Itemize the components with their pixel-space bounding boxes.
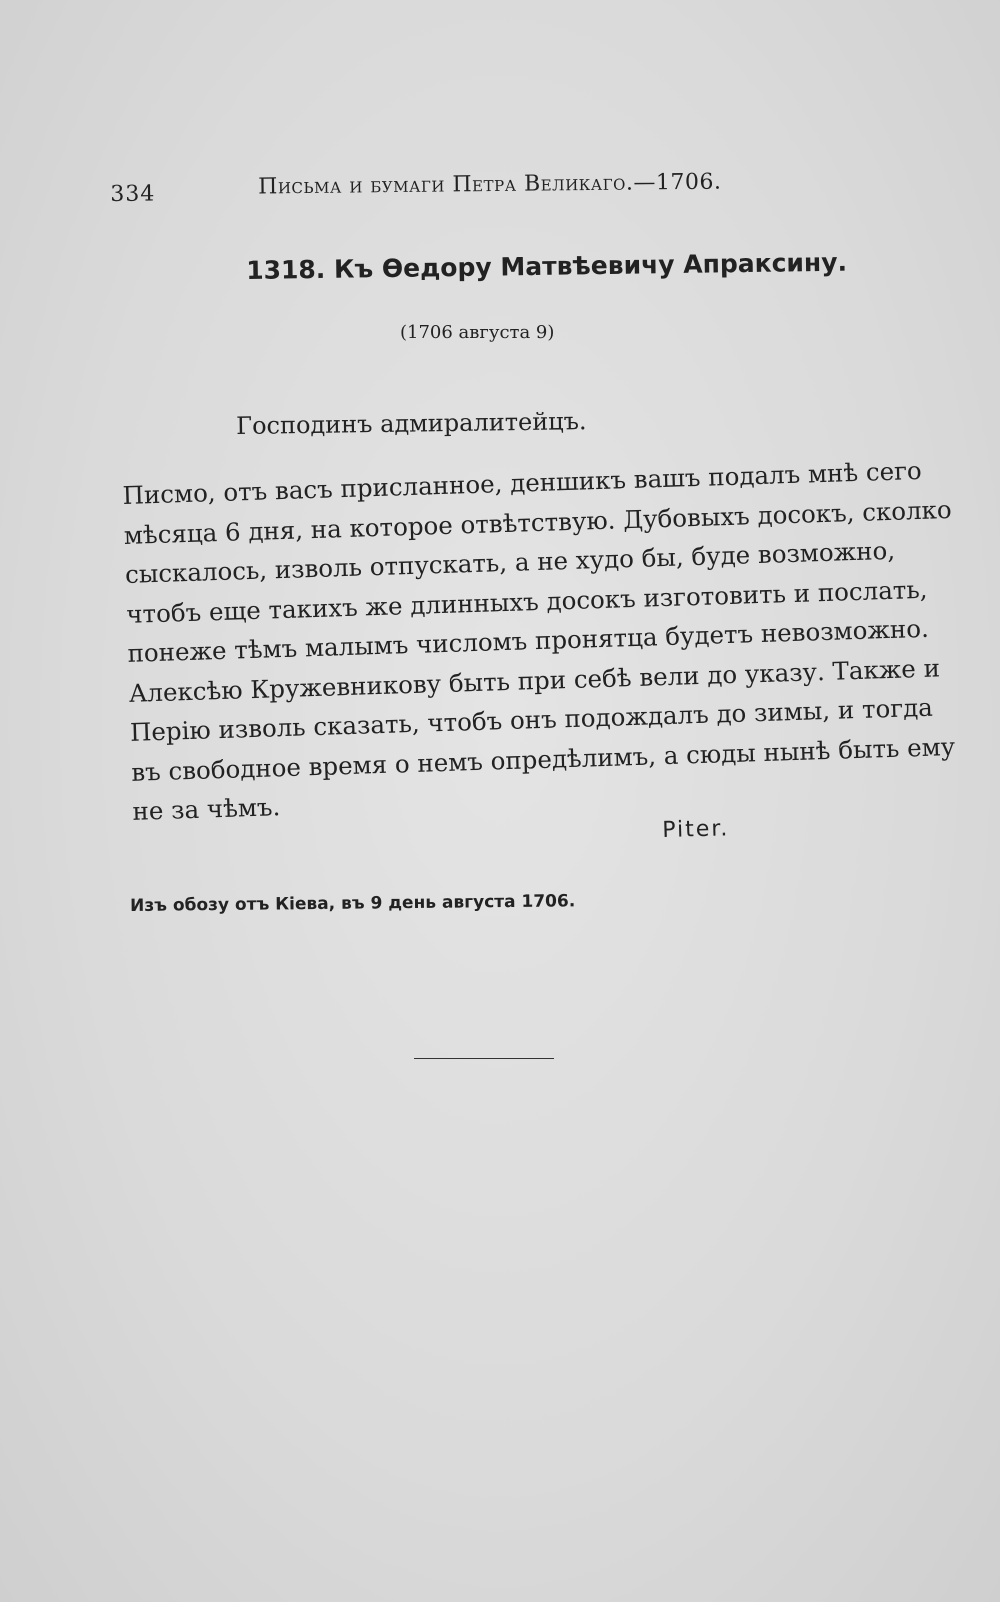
letter-salutation: Господинъ адмиралитейцъ. [236, 407, 587, 440]
end-rule [414, 1058, 554, 1059]
body-line: мѣсяца 6 дня, на которое отвѣтствую. Дубовыхъ досокъ, сколко [123, 494, 953, 550]
body-line: сыскалось, изволь отпускать, а не худо бы, буде возможно, [124, 535, 896, 589]
body-line: въ свободное время о немъ опредѣлимъ, а сюды нынѣ быть ему [130, 731, 956, 787]
signature: Piter. [662, 816, 730, 843]
letter-body [122, 453, 956, 831]
body-line: чтобъ еще такихъ же длинныхъ досокъ изготовить и послать, [125, 574, 928, 629]
body-line: не за чѣмъ. [132, 792, 281, 826]
body-line: Писмо, отъ васъ присланное, деншикъ вашъ подалъ мнѣ сего [122, 455, 923, 510]
letter-title: 1318. Къ Ѳедору Матвѣевичу Апраксину. [246, 247, 848, 285]
body-line: понеже тѣмъ малымъ числомъ пронятца будетъ невозможно. [127, 613, 930, 668]
letter-date: (1706 августа 9) [400, 322, 555, 343]
running-head: Письма и бумаги Петра Великаго.—1706. [258, 169, 722, 200]
page-header [110, 162, 722, 208]
body-line: Алексѣю Кружевникову быть при себѣ вели до указу. Также и [128, 652, 941, 708]
page-number: 334 [110, 181, 156, 207]
body-line: Перію изволь сказать, чтобъ онъ подождалъ до зимы, и тогда [129, 692, 934, 747]
place-and-date: Изъ обозу отъ Кіева, въ 9 день августа 1706. [130, 891, 576, 916]
